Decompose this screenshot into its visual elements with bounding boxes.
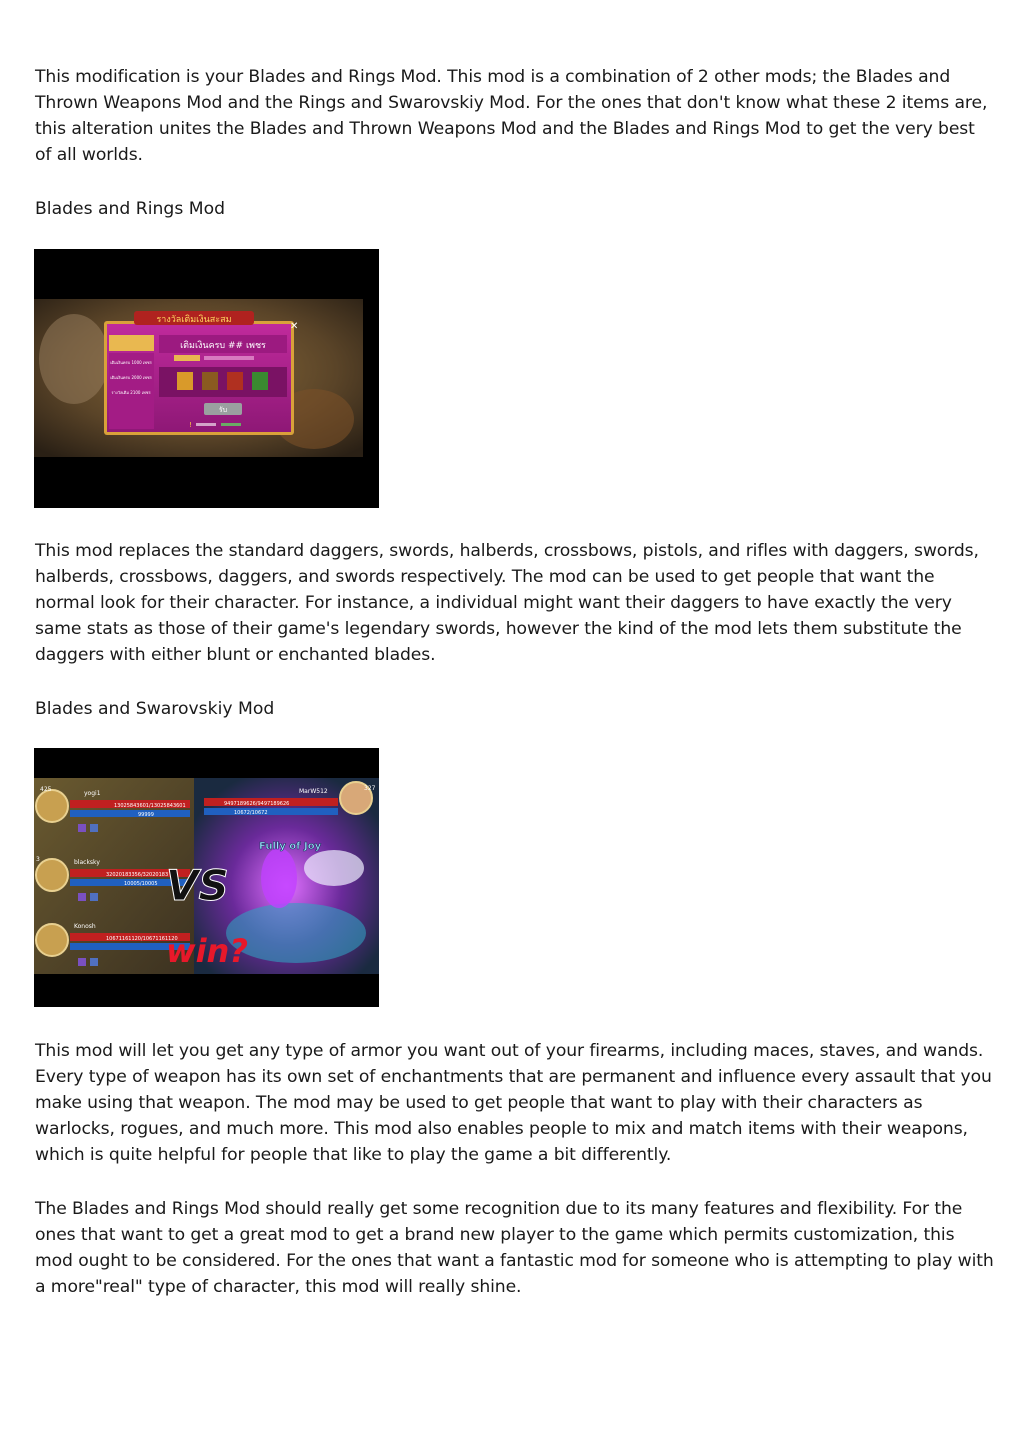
win-text: win? [166, 932, 248, 970]
avatar [36, 790, 68, 822]
notice-icon: ! [189, 421, 192, 429]
player-hp: 32020183356/32020183 [106, 872, 169, 878]
dialog-title: รางวัลเติมเงินสะสม [156, 315, 232, 325]
avatar [36, 859, 68, 891]
close-icon: ✕ [290, 321, 299, 332]
conclusion-paragraph: The Blades and Rings Mod should really get some recognition due to its many features and flexibility. For the ones that want to get a great mod to get a brand new player to the game which permits customization, this mod ought to be considered. For the ones that want a fantastic mod for someone who is attempting to play with a more"real" type of character, this mod will really shine. [35, 1199, 994, 1297]
opponent-mp: 10672/10672 [234, 810, 268, 816]
tier-1-label: เติมเงินครบ 1000 เพชร [110, 360, 152, 365]
reward-item-icon [202, 372, 218, 390]
heading-blades-and-swarovskiy: Blades and Swarovskiy Mod [35, 699, 275, 719]
intro-paragraph: This modification is your Blades and Rings Mod. This mod is a combination of 2 other mods; the Blades and Thrown Weapons Mod and the Rings and Swarovskiy Mod. For the ones that don't know what these 2 items are, this alteration unites the Blades and Thrown Weapons Mod and the Blades and Rings Mod to get the very best of all worlds. [35, 67, 988, 165]
avatar [36, 924, 68, 956]
reward-item-icon [177, 372, 193, 390]
vs-battle-image [34, 748, 379, 1007]
reward-item-icon [252, 372, 268, 390]
tier-2-label: เติมเงินครบ 2000 เพชร [110, 375, 152, 380]
player-name: Konosh [74, 923, 96, 930]
screenshot-vs-battle [34, 748, 379, 1007]
player-name: blacksky [74, 859, 100, 866]
player-mp: 10005/10005 [124, 881, 158, 887]
player-level: 425 [40, 786, 52, 793]
reward-item-icon [227, 372, 243, 390]
player-level: 3 [36, 856, 40, 863]
player-hp: 13025843601/13025843601 [114, 803, 186, 809]
player-name: yogi1 [84, 790, 101, 797]
buff-label: Fully of Joy [259, 841, 322, 852]
player-mp: 99999 [138, 812, 154, 818]
dialog-banner: เติมเงินครบ ## เพชร [180, 341, 266, 351]
opponent-level: 327 [364, 785, 376, 792]
claim-button: รับ [218, 406, 228, 414]
reward-dialog-image [34, 249, 379, 508]
vs-text: VS [166, 861, 229, 910]
heading-blades-and-rings: Blades and Rings Mod [35, 199, 225, 219]
mod-replacements-paragraph: This mod replaces the standard daggers, swords, halberds, crossbows, pistols, and rifles with daggers, swords, halberds, crossbows, daggers, and swords respectively. The mod can be used to get people that want the normal look for their character. For instance, a individual might want their daggers to have exactly the very same stats as those of their game's legendary swords, however the kind of the mod lets them substitute the daggers with either blunt or enchanted blades. [35, 541, 979, 665]
tier-3-label: รางวัลเติม 2100 เพชร [111, 390, 151, 395]
armor-paragraph: This mod will let you get any type of armor you want out of your firearms, including maces, staves, and wands. Every type of weapon has its own set of enchantments that are permanent and influence every assault that you make using that weapon. The mod may be used to get people that want to play with their characters as warlocks, rogues, and much more. This mod also enables people to mix and match items with their weapons, which is quite helpful for people that like to play the game a bit differently. [35, 1041, 992, 1165]
screenshot-reward-dialog [34, 249, 379, 508]
opponent-name: MarW512 [299, 788, 328, 795]
opponent-hp: 9497189626/9497189626 [224, 801, 290, 807]
player-hp: 10671161120/10671161120 [106, 936, 178, 942]
